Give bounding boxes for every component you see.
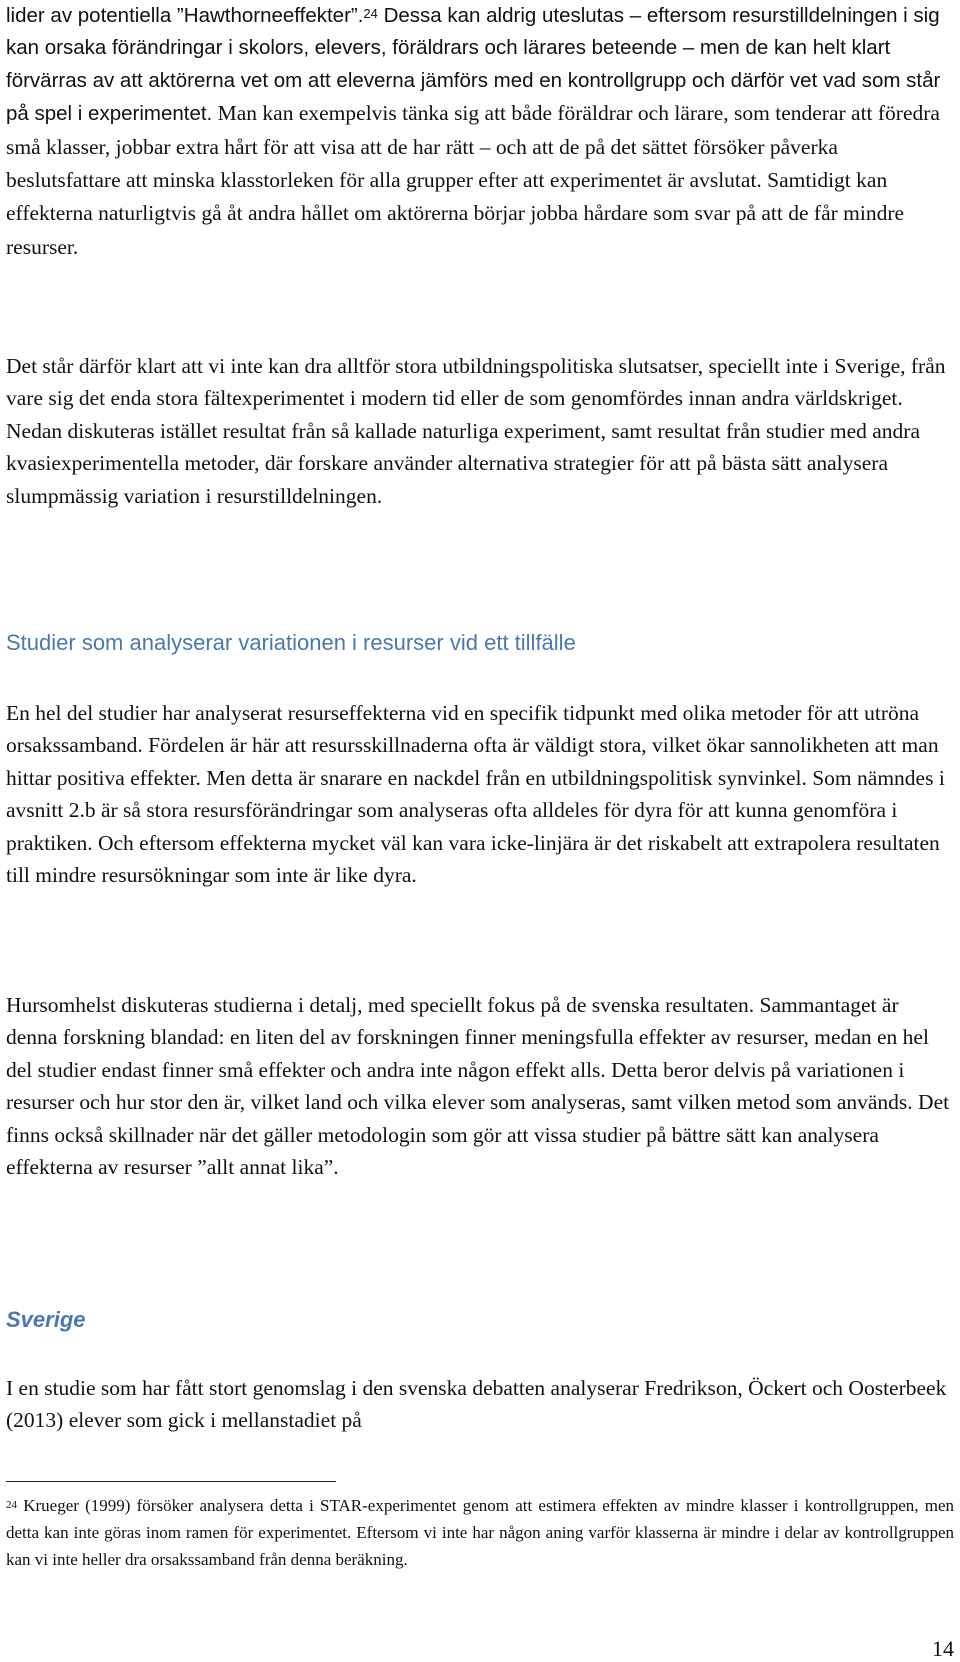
intro-text-end: Man kan exempelvis tänka sig att både föräldrar och lärare, som tenderar att föredra små klasser, jobbar extra hårt för att visa att de har rätt – och att de på det sättet försöker påverka beslutsfattare att minska klasstorleken för alla grupper efter att experimentet är avslutat. Samtidigt kan effekterna naturligtvis gå åt andra hållet om aktörerna börjar jobba hårdare som svar på att de får mindre resurser. [6,101,940,259]
footnote-number: 24 [6,1499,17,1511]
footnote-text: Krueger (1999) försöker analysera detta i STAR-experimentet genom att estimera effekten av mindre klasser i kontrollgruppen, men detta kan inte göras inom ramen för experimentet. Eftersom vi inte har någon aning varför klasserna är mindre i delar av kontrollgruppen kan vi inte heller dra orsakssamband från denna beräkning. [6,1496,954,1569]
intro-text-start: lider av potentiella ”Hawthorneeffekter”. [6,4,364,27]
body-paragraph: Hursomhelst diskuteras studierna i detalj, med speciellt fokus på de svenska resultaten. Sammantaget är denna forskning blandad: en liten del av forskningen finner meningsfulla effekter av resurser, medan en hel del studier endast finner små effekter och andra inte någon effekt alls. Detta beror delvis på variationen i resurser och hur stor den är, vilket land och vilka elever som analyseras, samt vilken metod som används. Det finns också skillnader när det gäller metodologin som gör att vissa studier på bättre sätt kan analysera effekterna av resurser ”allt annat lika”. [6,993,950,1180]
footnote-reference[interactable]: 24 [363,6,378,21]
body-paragraph: En hel del studier har analyserat resurseffekterna vid en specifik tidpunkt med olika metoder för att utröna orsakssamband. Fördelen är här att resursskillnaderna ofta är väldigt stora, vilket ökar sannolikheten att man hittar positiva effekter. Men detta är snarare en nackdel från en utbildningspolitisk synvinkel. Som nämndes i avsnitt 2.b är så stora resursförändringar som analyseras ofta alldeles för dyra för att kunna genomföra i praktiken. Och eftersom effekterna mycket väl kan vara icke-linjära är det riskabelt att extrapolera resultaten till mindre resursökningar som inte är like dyra. [6,701,945,888]
body-paragraph: I en studie som har fått stort genomslag i den svenska debatten analyserar Fredrikson, Öckert och Oosterbeek (2013) elever som gick i mellanstadiet på [6,1376,947,1433]
page-number: 14 [932,1636,954,1661]
footnote [6,1492,954,1573]
footnote-divider [6,1481,336,1482]
intro-text-continued: Dessa kan aldrig uteslutas – eftersom resurstilldelningen i sig kan orsaka förändringar i skolors, elevers, föräldrars och lärares beteende – men de kan helt klart förvärras av att aktörerna vet om att eleverna jämförs med en kontrollgrupp och därför vet vad som står på spel i experimentet. [6,4,941,126]
subsection-heading: Sverige [6,1307,86,1332]
intro-paragraph [6,0,954,264]
body-paragraph: Det står därför klart att vi inte kan dra alltför stora utbildningspolitiska slutsatser, speciellt inte i Sverige, från vare sig det enda stora fältexperimentet i modern tid eller de som genomfördes innan andra världskriget. Nedan diskuteras istället resultat från så kallade naturliga experiment, samt resultat från studier med andra kvasiexperimentella metoder, där forskare använder alternativa strategier för att på bästa sätt analysera slumpmässig variation i resurstilldelningen. [6,354,946,508]
section-heading: Studier som analyserar variationen i resurser vid ett tillfälle [6,630,576,655]
